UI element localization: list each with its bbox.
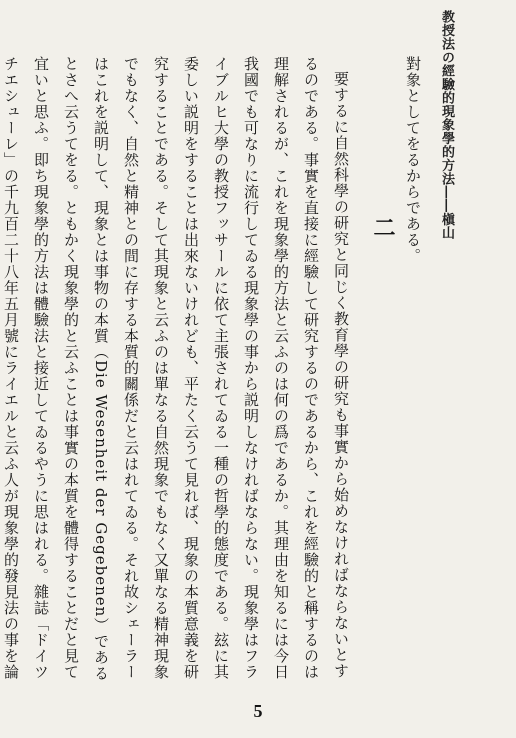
paragraph-phenomenology: 要するに自然科學の研究と同じく教育學の研究も事實から始めなければならないとするのである。事實を直接に經驗して研究するのであるから、これを經驗的と稱するのは理解されるが、これを現象學的方法と云ふのは何の爲であるか。其理由を知るには今日我國でも可なりに流行してゐる現象學の事から説明しなければならない。現象學はフライブルヒ大學の教授フッサールに依て主張されてゐる一種の哲學的態度である。玆に其委しい説明をすることは出來ないけれども、平たく云うて見れば、現象の本質意義を研究することである。そして其現象と云ふのは單なる自然現象でもなく又單なる精神現象でもなく、自然と精神との間に存する本質的關係だと云はれてゐる。それ故シェーラーはこれを説明して、現象とは事物の本質（Die Wesenheit der Gegebenen）であるとさへ云うてをる。ともかく現象學的と云ふことは事實の本質を體得することだと見て宜いと思ふ。即ち現象學的方法は體驗法と接近してゐるやうに思はれる。雜誌「ドイツチエシューレ」の千九百二十八年五月號にライエルと云ふ人が現象學的發見法の事を論 bbox=[2, 56, 350, 682]
body-text bbox=[0, 56, 428, 692]
section-number-heading: 二 bbox=[370, 216, 396, 239]
page-number: 5 bbox=[253, 701, 263, 721]
paragraph-continuation: 對象としてをるからである。 bbox=[404, 56, 422, 264]
running-header: 教授法の經驗的現象學的方法――槇山 bbox=[439, 10, 454, 240]
